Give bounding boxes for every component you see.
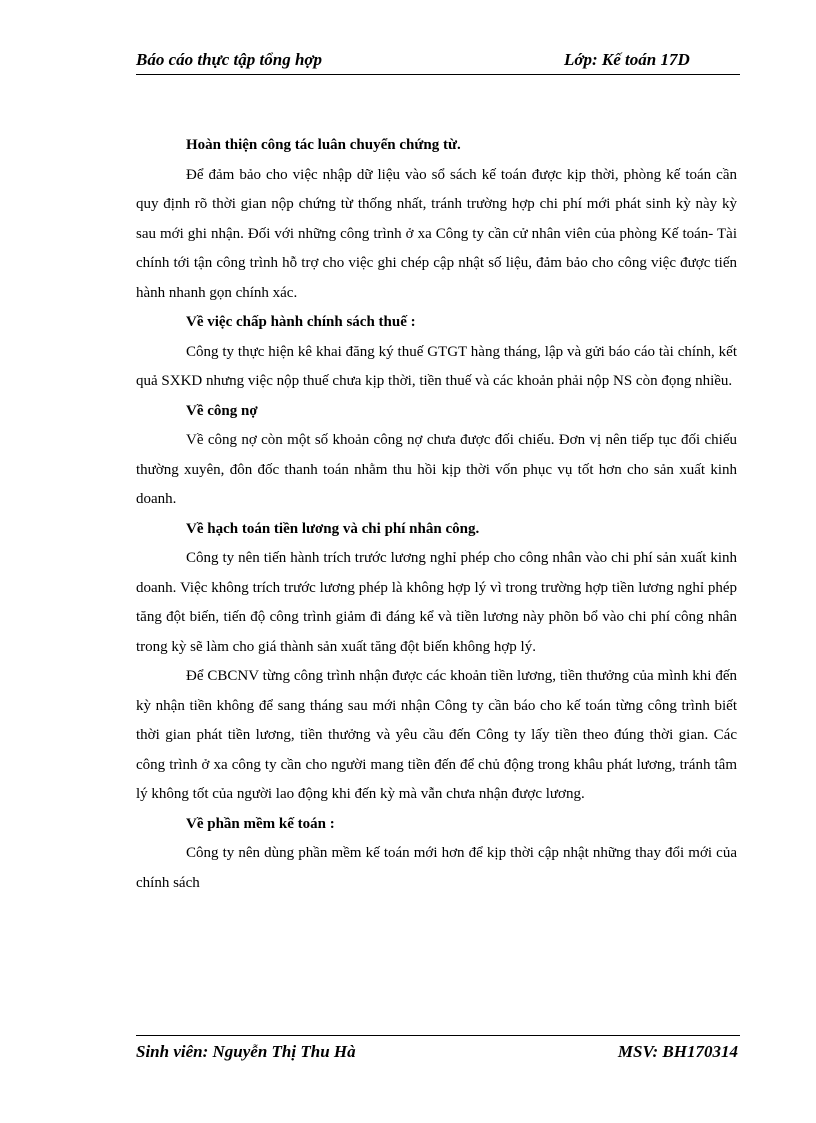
section-heading: Về việc chấp hành chính sách thuế :: [186, 314, 416, 330]
report-title: Báo cáo thực tập tổng hợp: [136, 50, 323, 69]
page-header: [136, 48, 740, 75]
student-id: MSV: BH170314: [617, 1042, 738, 1061]
document-body: [136, 131, 737, 898]
section-heading: Hoàn thiện công tác luân chuyển chứng từ.: [186, 137, 461, 153]
page-footer: [136, 1035, 740, 1072]
section-heading: Về phần mềm kế toán :: [186, 815, 335, 832]
student-name: Sinh viên: Nguyễn Thị Thu Hà: [136, 1042, 356, 1061]
body-paragraph: Công ty thực hiện kê khai đăng ký thuế GTGT hàng tháng, lập và gửi báo cáo tài chính, kết quả SXKD nhưng việc nộp thuế chưa kịp thời, tiền thuế và các khoản phải nộp NS còn đọng nhiều.: [136, 343, 737, 389]
body-paragraph: Về công nợ còn một số khoản công nợ chưa được đối chiếu. Đơn vị nên tiếp tục đối chiếu thường xuyên, đôn đốc thanh toán nhằm thu hồi kịp thời vốn phục vụ tốt hơn cho sản xuất kinh doanh.: [136, 432, 737, 507]
section-heading: Về công nợ: [186, 402, 258, 419]
body-paragraph: Công ty nên dùng phần mềm kế toán mới hơn để kịp thời cập nhật những thay đổi mới của chính sách: [136, 845, 737, 891]
section-heading: Về hạch toán tiền lương và chi phí nhân công.: [186, 520, 480, 537]
body-paragraph: Công ty nên tiến hành trích trước lương nghỉ phép cho công nhân vào chi phí sản xuất kinh doanh. Việc không trích trước lương phép là không hợp lý vì trong trường hợp tiền lương nghỉ phép tăng đột biến, tiến độ công trình giảm đi đáng kể và tiền lương này phõn bổ vào chi phí công nhân trong kỳ sẽ làm cho giá thành sản xuất tăng đột biến không hợp lý.: [136, 550, 737, 655]
body-paragraph: Để CBCNV từng công trình nhận được các khoản tiền lương, tiền thưởng của mình khi đến kỳ nhận tiền không để sang tháng sau mới nhận Công ty cần báo cho kế toán từng công trình biết thời gian phát tiền lương, tiền thưởng và yêu cầu đến Công ty lấy tiền theo đúng thời gian. Các công trình ở xa công ty cần cho người mang tiền đến để chủ động trong khâu phát lương, tránh tâm lý không tốt của người lao động khi đến kỳ mà vẫn chưa nhận được lương.: [136, 668, 737, 802]
body-paragraph: Để đảm bảo cho việc nhập dữ liệu vào sổ sách kế toán được kịp thời, phòng kế toán cần quy định rõ thời gian nộp chứng từ thống nhất, tránh trường hợp chi phí mới phát sinh kỳ này kỳ sau mới ghi nhận. Đối với những công trình ở xa Công ty cần cử nhân viên của phòng Kế toán- Tài chính tới tận công trình hỗ trợ cho việc ghi chép cập nhật số liệu, đảm bảo cho công việc được tiến hành nhanh gọn chính xác.: [136, 166, 737, 301]
class-label: Lớp: Kế toán 17D: [564, 50, 690, 69]
